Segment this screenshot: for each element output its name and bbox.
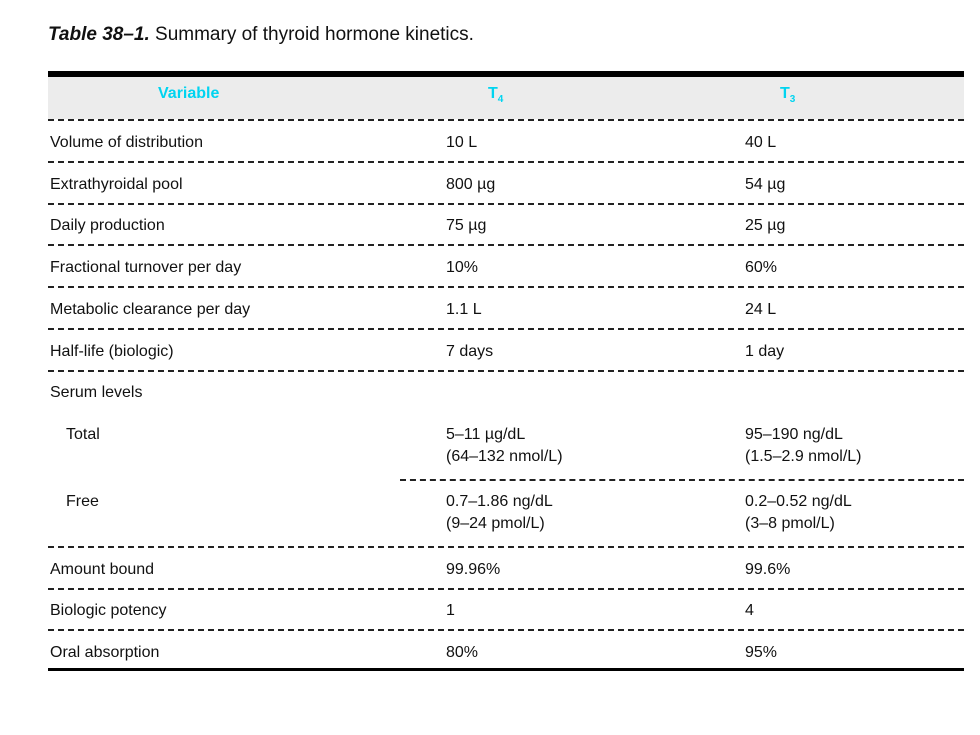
row-divider xyxy=(48,546,964,548)
table-row xyxy=(48,249,964,289)
cell-variable: Oral absorption xyxy=(50,644,160,661)
row-divider xyxy=(48,244,964,246)
row-divider xyxy=(48,370,964,372)
cell-t3: 54 µg xyxy=(745,176,786,193)
header-t4-label: T xyxy=(488,85,498,102)
row-divider xyxy=(48,629,964,631)
table-row xyxy=(48,207,964,247)
table-caption xyxy=(48,24,474,46)
table-title: Summary of thyroid hormone kinetics. xyxy=(155,24,474,45)
header-variable: Variable xyxy=(158,85,220,102)
cell-t3: 95% xyxy=(745,644,778,661)
row-divider xyxy=(48,286,964,288)
cell-variable: Biologic potency xyxy=(50,602,167,619)
cell-t4: 99.96% xyxy=(446,561,501,578)
cell-t4 xyxy=(446,424,563,468)
table-row xyxy=(48,416,964,480)
cell-t4: 80% xyxy=(446,644,479,661)
cell-t3: 4 xyxy=(745,602,754,619)
cell-variable: Serum levels xyxy=(50,384,143,401)
cell-t4-line1: 0.7–1.86 ng/dL xyxy=(446,493,553,510)
header-t3-subscript: 3 xyxy=(789,94,796,106)
cell-t4-line2: (9–24 pmol/L) xyxy=(446,515,545,532)
cell-t4-line2: (64–132 nmol/L) xyxy=(446,448,563,465)
cell-variable: Free xyxy=(66,493,99,510)
row-divider xyxy=(48,203,964,205)
header-t4 xyxy=(488,85,503,105)
table-row xyxy=(48,483,964,547)
cell-variable: Volume of distribution xyxy=(50,134,203,151)
cell-variable: Daily production xyxy=(50,217,165,234)
cell-variable: Fractional turnover per day xyxy=(50,259,242,276)
table-row xyxy=(48,333,964,373)
cell-t4: 10% xyxy=(446,259,479,276)
cell-t3: 60% xyxy=(745,259,778,276)
cell-t4 xyxy=(446,491,553,535)
table-row xyxy=(48,291,964,331)
cell-variable: Amount bound xyxy=(50,561,155,578)
table-row xyxy=(48,374,964,414)
table-row xyxy=(48,166,964,206)
row-divider xyxy=(48,328,964,330)
cell-variable: Total xyxy=(66,426,100,443)
cell-t3-line1: 0.2–0.52 ng/dL xyxy=(745,493,852,510)
cell-t4: 10 L xyxy=(446,134,478,151)
cell-t3: 40 L xyxy=(745,134,777,151)
row-divider xyxy=(48,161,964,163)
cell-t4: 1 xyxy=(446,602,455,619)
row-divider xyxy=(48,588,964,590)
table-row xyxy=(48,592,964,632)
cell-variable: Metabolic clearance per day xyxy=(50,301,251,318)
cell-t3-line2: (3–8 pmol/L) xyxy=(745,515,835,532)
cell-t3 xyxy=(745,491,852,535)
table-number: Table 38–1. xyxy=(48,24,150,45)
row-divider xyxy=(400,479,964,481)
cell-t3: 24 L xyxy=(745,301,777,318)
header-t3-label: T xyxy=(780,85,790,102)
cell-t3-line1: 95–190 ng/dL xyxy=(745,426,843,443)
header-divider xyxy=(48,119,964,121)
cell-t3-line2: (1.5–2.9 nmol/L) xyxy=(745,448,862,465)
cell-t3 xyxy=(745,424,862,468)
table-row xyxy=(48,551,964,591)
cell-t4: 1.1 L xyxy=(446,301,482,318)
cell-t3: 1 day xyxy=(745,343,785,360)
cell-t3: 25 µg xyxy=(745,217,786,234)
cell-t3: 99.6% xyxy=(745,561,791,578)
cell-variable: Half-life (biologic) xyxy=(50,343,174,360)
cell-t4: 75 µg xyxy=(446,217,487,234)
cell-t4: 7 days xyxy=(446,343,494,360)
bottom-rule xyxy=(48,668,964,671)
header-t3 xyxy=(780,85,795,105)
cell-variable: Extrathyroidal pool xyxy=(50,176,183,193)
header-t4-subscript: 4 xyxy=(497,94,504,106)
table-row xyxy=(48,124,964,164)
cell-t4-line1: 5–11 µg/dL xyxy=(446,426,526,443)
table-header xyxy=(48,77,964,119)
cell-t4: 800 µg xyxy=(446,176,496,193)
